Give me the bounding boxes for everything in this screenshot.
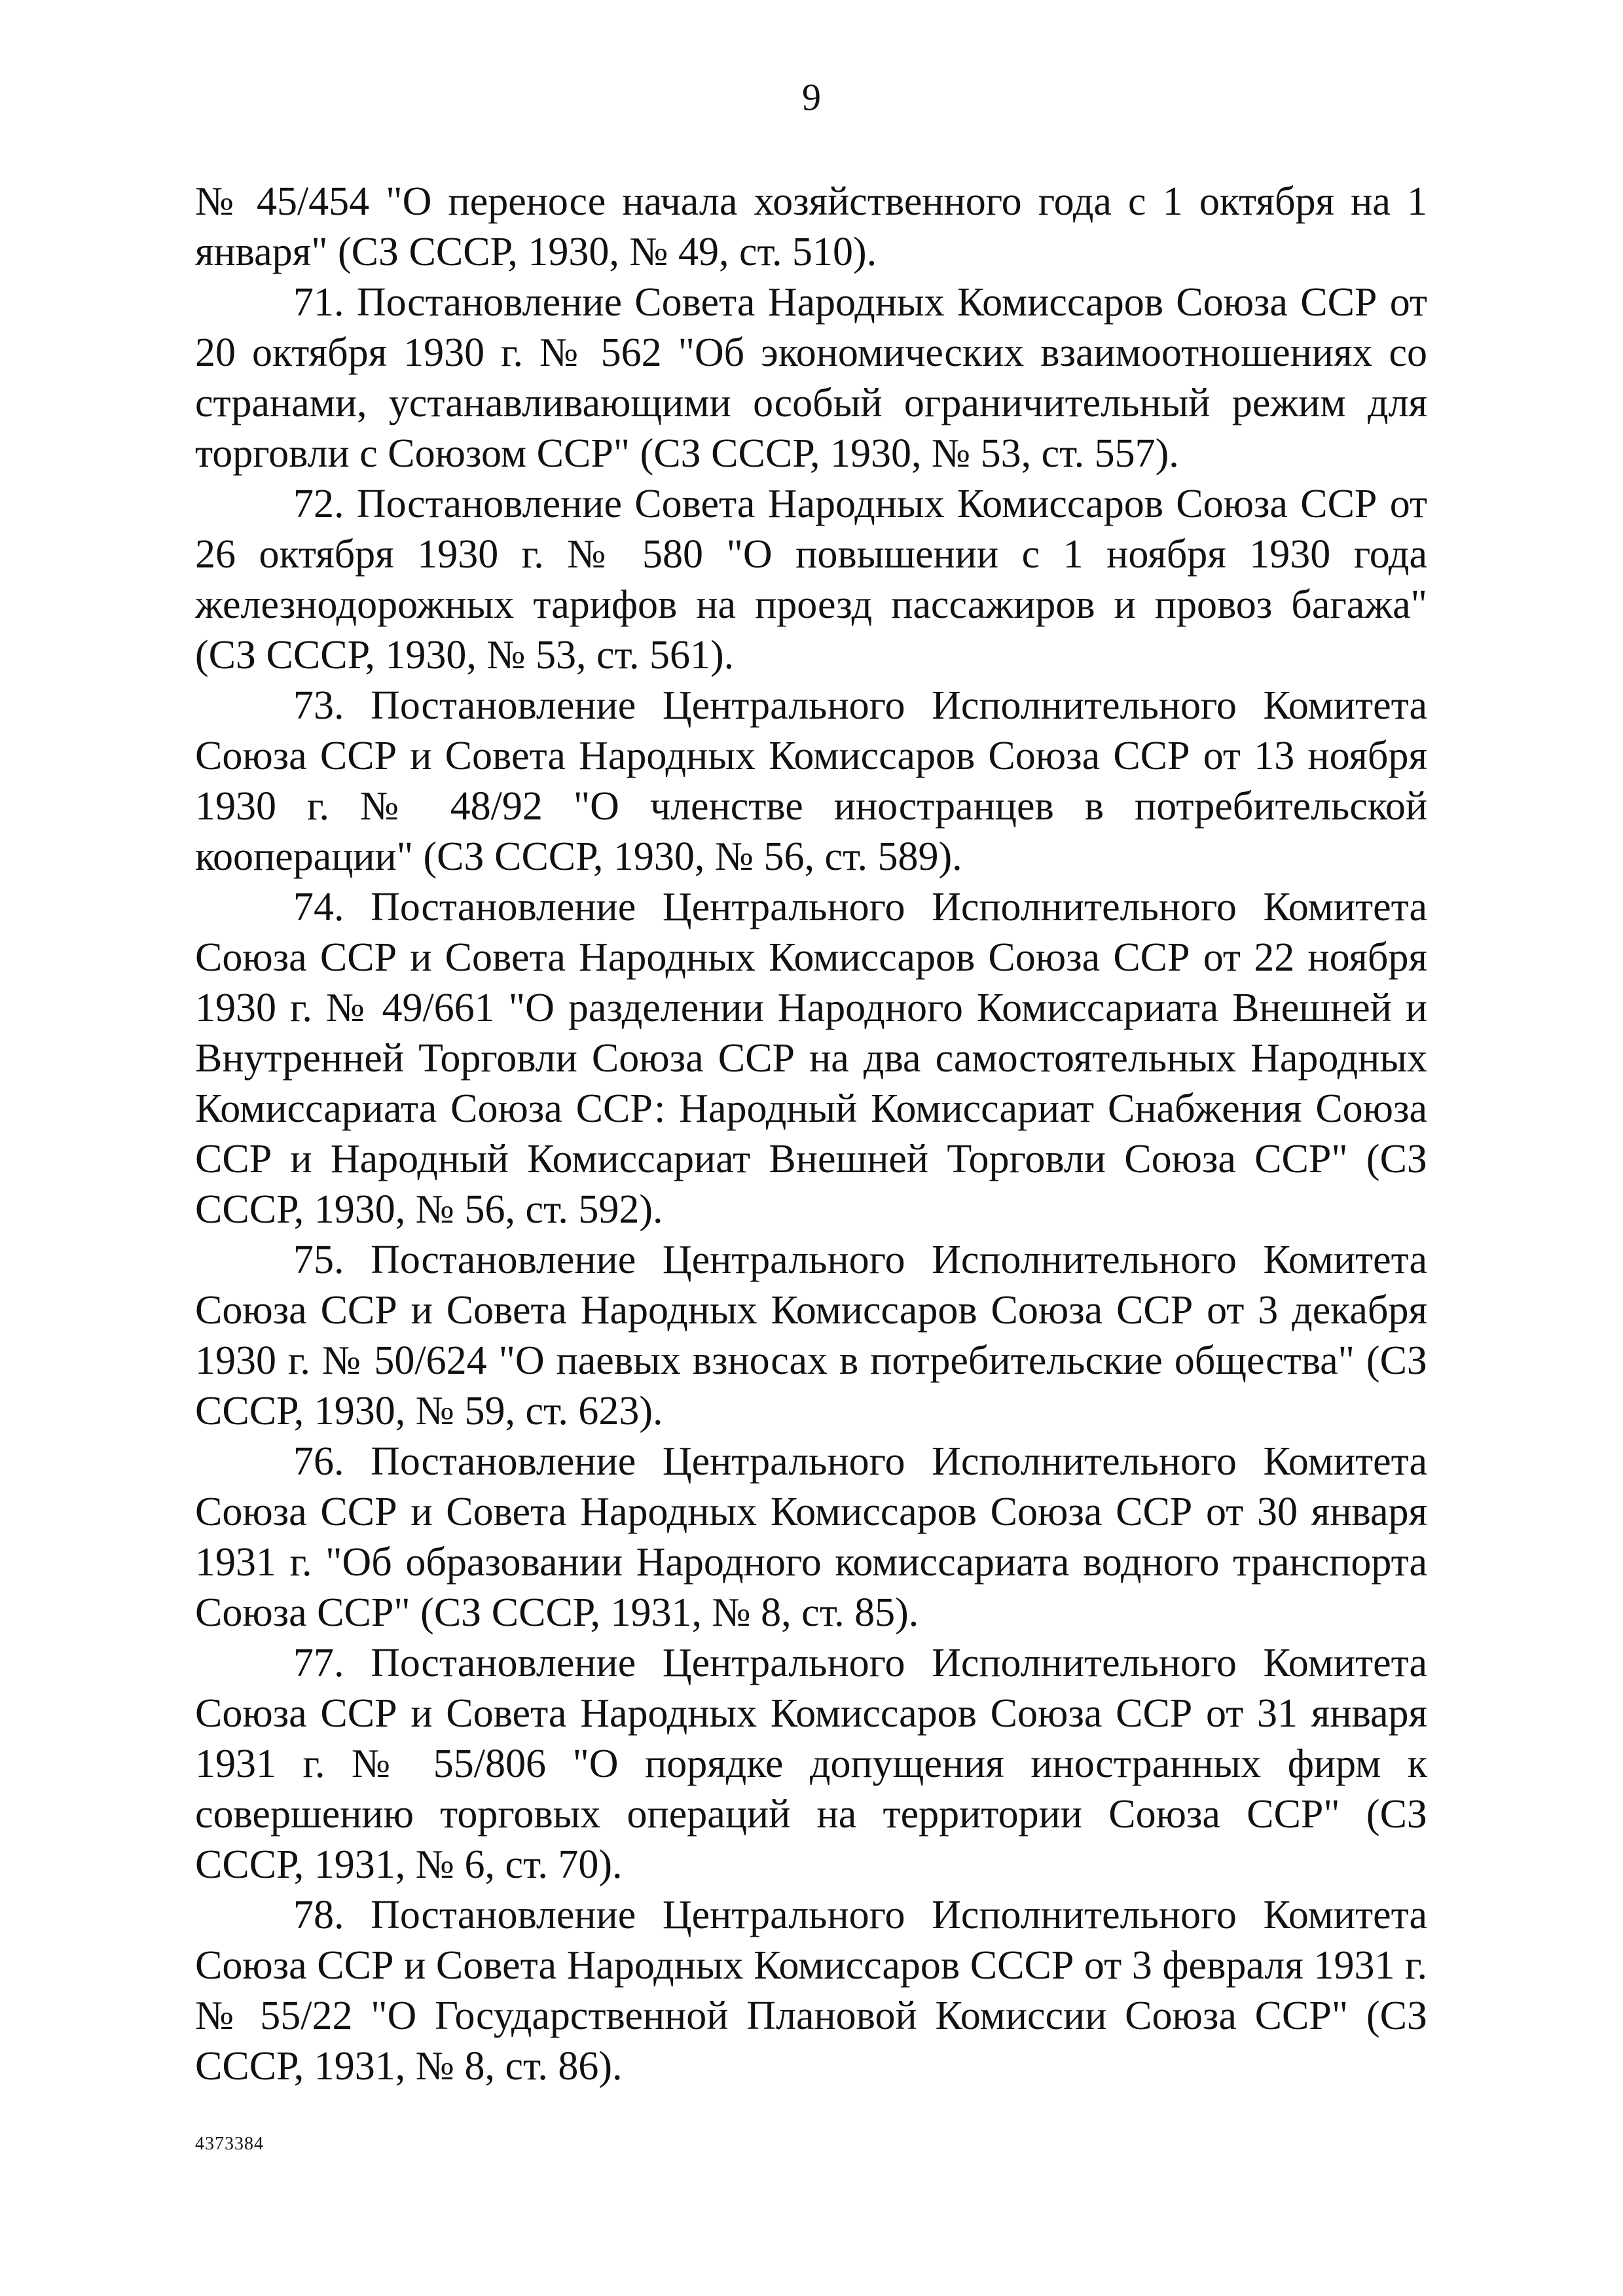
document-code: 4373384 <box>195 2134 264 2154</box>
paragraph-continuation: № 45/454 "О переносе начала хозяйственного года с 1 октября на 1 января" (СЗ СССР, 1930, № 49, ст. 510). <box>195 179 1427 274</box>
paragraph-item-78: 78. Постановление Центрального Исполнительного Комитета Союза ССР и Совета Народных Комиссаров СССР от 3 февраля 1931 г. № 55/22 "О Государственной Плановой Комиссии Союза ССР" (СЗ СССР, 1931, № 8, ст. 86). <box>195 1893 1427 2089</box>
page-number: 9 <box>802 76 821 118</box>
paragraph-item-71: 71. Постановление Совета Народных Комиссаров Союза ССР от 20 октября 1930 г. № 562 "Об экономических взаимоотношениях со странами, устанавливающими особый ограничительный режим для торговли с Союзом ССР" (СЗ СССР, 1930, № 53, ст. 557). <box>195 280 1427 476</box>
paragraph-item-72: 72. Постановление Совета Народных Комиссаров Союза ССР от 26 октября 1930 г. № 580 "О повышении с 1 ноября 1930 года железнодорожных тарифов на проезд пассажиров и провоз багажа" (СЗ СССР, 1930, № 53, ст. 561). <box>195 482 1427 677</box>
paragraph-item-74: 74. Постановление Центрального Исполнительного Комитета Союза ССР и Совета Народных Комиссаров Союза ССР от 22 ноября 1930 г. № 49/661 "О разделении Народного Комиссариата Внешней и Внутренней Торговли Союза ССР на два самостоятельных Народных Комиссариата Союза ССР: Народный Комиссариат Снабжения Союза ССР и Народный Комиссариат Внешней Торговли Союза ССР" (СЗ СССР, 1930, № 56, ст. 592). <box>195 885 1427 1232</box>
document-body <box>195 177 1427 2092</box>
paragraph-item-75: 75. Постановление Центрального Исполнительного Комитета Союза ССР и Совета Народных Комиссаров Союза ССР от 3 декабря 1930 г. № 50/624 "О паевых взносах в потребительские общества" (СЗ СССР, 1930, № 59, ст. 623). <box>195 1238 1427 1433</box>
paragraph-item-73: 73. Постановление Центрального Исполнительного Комитета Союза ССР и Совета Народных Комиссаров Союза ССР от 13 ноября 1930 г. № 48/92 "О членстве иностранцев в потребительской кооперации" (СЗ СССР, 1930, № 56, ст. 589). <box>195 683 1427 879</box>
paragraph-item-76: 76. Постановление Центрального Исполнительного Комитета Союза ССР и Совета Народных Комиссаров Союза ССР от 30 января 1931 г. "Об образовании Народного комиссариата водного транспорта Союза ССР" (СЗ СССР, 1931, № 8, ст. 85). <box>195 1439 1427 1635</box>
paragraph-item-77: 77. Постановление Центрального Исполнительного Комитета Союза ССР и Совета Народных Комиссаров Союза ССР от 31 января 1931 г. № 55/806 "О порядке допущения иностранных фирм к совершению торговых операций на территории Союза ССР" (СЗ СССР, 1931, № 6, ст. 70). <box>195 1641 1427 1887</box>
